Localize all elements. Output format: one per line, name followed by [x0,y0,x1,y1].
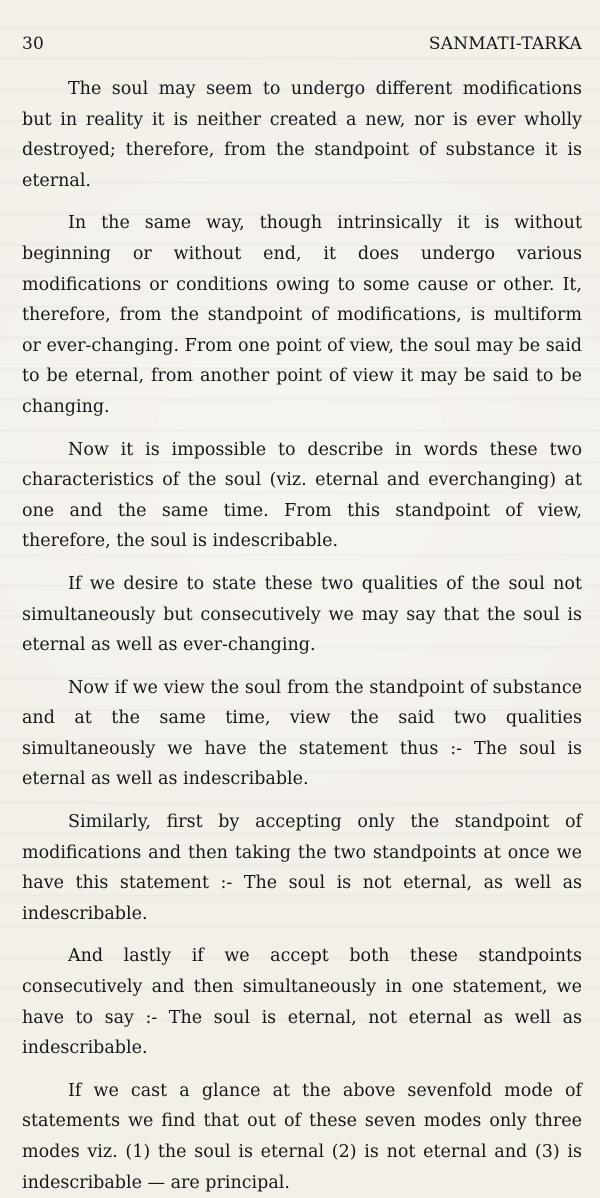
paragraph-6: Similarly, first by accepting only the standpoint of modifications and then taking the two standpoints at once we have this statement :- The soul is not eternal, as well as indescribable. [22,812,582,924]
paragraph-7: And lastly if we accept both these standpoints consecutively and then simultaneously in one statement, we have to say :- The soul is eternal, not eternal as well as indescribable. [22,946,582,1059]
paragraph-8: If we cast a glance at the above sevenfold mode of statements we find that out of these seven modes only three modes viz. (1) the soul is eternal (2) is not eternal and (3) is indescribable — are principal. [22,1080,582,1193]
paragraph-5: Now if we view the soul from the standpoint of substance and at the same time, view the said two qualities simultaneously we have the statement thus :- The soul is eternal as well as indescribable. [22,677,582,790]
paragraph-1: The soul may seem to undergo different modifications but in reality it is neither created a new, nor is ever wholly destroyed; therefore, from the standpoint of substance it is eternal. [22,79,582,191]
page-number: 30 [22,34,45,54]
paragraph-3: Now it is impossible to describe in words these two characteristics of the soul (viz. eternal and everchanging) at one and the same time. From this standpoint of view, therefore, the soul is indescribable. [22,439,582,552]
book-title: SANMATI-TARKA [428,34,582,54]
running-header [22,34,582,54]
body-text [22,74,582,1198]
paragraph-2: In the same way, though intrinsically it is without beginning or without end, it does undergo various modifications or conditions owing to some cause or other. It, therefore, from the standpoint of modifications, is multiform or ever-changing. From one point of view, the soul may be said to be eternal, from another point of view it may be said to be changing. [22,213,582,417]
paragraph-4: If we desire to state these two qualities of the soul not simultaneously but consecutively we may say that the soul is eternal as well as ever-changing. [22,573,582,656]
